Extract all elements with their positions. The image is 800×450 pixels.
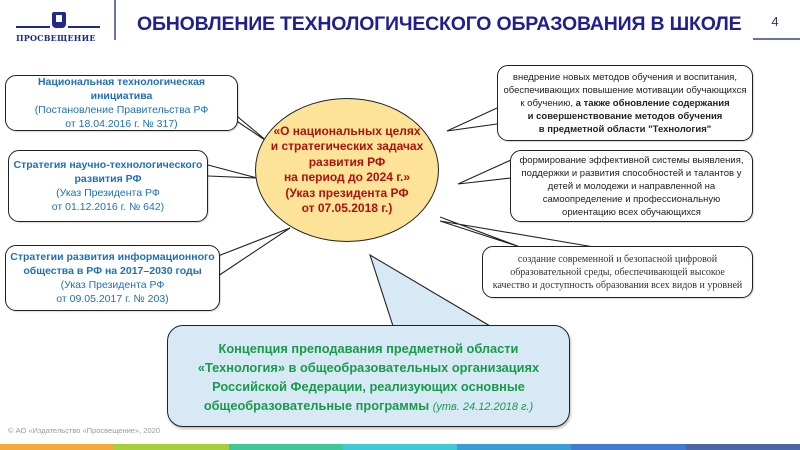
box-text-bold: а также обновление содержания bbox=[575, 97, 730, 109]
box-line: обеспечивающих повышение мотивации обучающихся bbox=[503, 84, 747, 96]
bar-segment bbox=[0, 444, 114, 450]
center-decree-ellipse bbox=[255, 98, 439, 242]
box-text-bold: и совершенствование методов обучения bbox=[527, 110, 723, 122]
page-number: 4 bbox=[771, 14, 779, 29]
box-line: поддержки и развития способностей и талантов у bbox=[521, 167, 742, 179]
bar-segment bbox=[457, 444, 571, 450]
box-title: развития РФ bbox=[74, 173, 142, 185]
center-line: «О национальных целях bbox=[273, 123, 421, 138]
box-detail: (Указ Президента РФ bbox=[56, 187, 160, 199]
box-detail: (Указ Президента РФ bbox=[60, 279, 165, 291]
concept-line: Концепция преподавания предметной области bbox=[218, 340, 519, 356]
box-line: самоопределение и профессиональную bbox=[542, 193, 721, 205]
box-title: общества в РФ на 2017–2030 годы bbox=[23, 265, 202, 277]
right-box-digital-environment bbox=[482, 246, 753, 298]
copyright-text: © АО «Издательство «Просвещение», 2020 bbox=[8, 426, 160, 435]
concept-text: общеобразовательные программы bbox=[203, 397, 433, 413]
left-box-science-tech-strategy bbox=[8, 150, 208, 222]
bar-segment bbox=[343, 444, 457, 450]
concept-line-last bbox=[168, 396, 569, 417]
box-line: создание современной и безопасной цифровой bbox=[517, 253, 718, 265]
page-title: ОБНОВЛЕНИЕ ТЕХНОЛОГИЧЕСКОГО ОБРАЗОВАНИЯ В ШКОЛЕ bbox=[137, 13, 742, 35]
left-box-national-tech-initiative bbox=[5, 75, 238, 131]
concept-callout bbox=[167, 325, 570, 427]
box-line: внедрение новых методов обучения и воспитания, bbox=[512, 71, 738, 83]
box-line: ориентацию всех обучающихся bbox=[562, 206, 701, 218]
box-title: Национальная технологическая инициатива bbox=[37, 76, 206, 102]
logo-text: ПРОСВЕЩЕНИЕ bbox=[16, 33, 96, 43]
box-detail: от 01.12.2016 г. № 642) bbox=[51, 201, 165, 213]
center-line: (Указ президента РФ bbox=[285, 185, 409, 200]
right-box-new-teaching-methods bbox=[497, 65, 753, 141]
bar-segment bbox=[686, 444, 800, 450]
left-box-information-society-strategy bbox=[5, 245, 220, 311]
bar-segment bbox=[571, 444, 685, 450]
box-detail: от 09.05.2017 г. № 203) bbox=[56, 293, 169, 305]
box-text-bold: в предметной области "Технология" bbox=[538, 123, 712, 135]
box-line: формирование эффективной системы выявления, bbox=[519, 154, 744, 166]
box-detail: от 18.04.2016 г. № 317) bbox=[65, 118, 178, 130]
center-line: от 07.05.2018 г.) bbox=[301, 201, 393, 215]
box-line-mixed bbox=[498, 97, 752, 110]
box-text: к обучению, bbox=[520, 97, 576, 109]
box-line bbox=[498, 123, 752, 136]
concept-line: «Технология» в общеобразовательных организациях bbox=[197, 359, 540, 375]
center-line: и стратегических задачах bbox=[270, 139, 424, 153]
right-box-talent-development bbox=[510, 150, 753, 222]
box-line bbox=[498, 110, 752, 123]
concept-approval-date: (утв. 24.12.2018 г.) bbox=[432, 400, 534, 413]
box-title: Стратегия научно-технологического bbox=[13, 159, 203, 171]
bar-segment bbox=[114, 444, 228, 450]
center-line: на период до 2024 г.» bbox=[283, 170, 411, 184]
box-line: образовательной среды, обеспечивающей высокое bbox=[510, 266, 725, 278]
box-detail: (Постановление Правительства РФ bbox=[34, 104, 209, 116]
box-line: детей и молодежи и направленной на bbox=[547, 180, 716, 192]
box-title: Стратегии развития информационного bbox=[10, 251, 215, 263]
box-line: качество и доступность образования всех видов и уровней bbox=[492, 279, 743, 291]
concept-line: Российской Федерации, реализующих основные bbox=[212, 378, 525, 394]
center-line: развития РФ bbox=[308, 154, 386, 169]
bottom-color-bar bbox=[0, 444, 800, 450]
bar-segment bbox=[229, 444, 343, 450]
